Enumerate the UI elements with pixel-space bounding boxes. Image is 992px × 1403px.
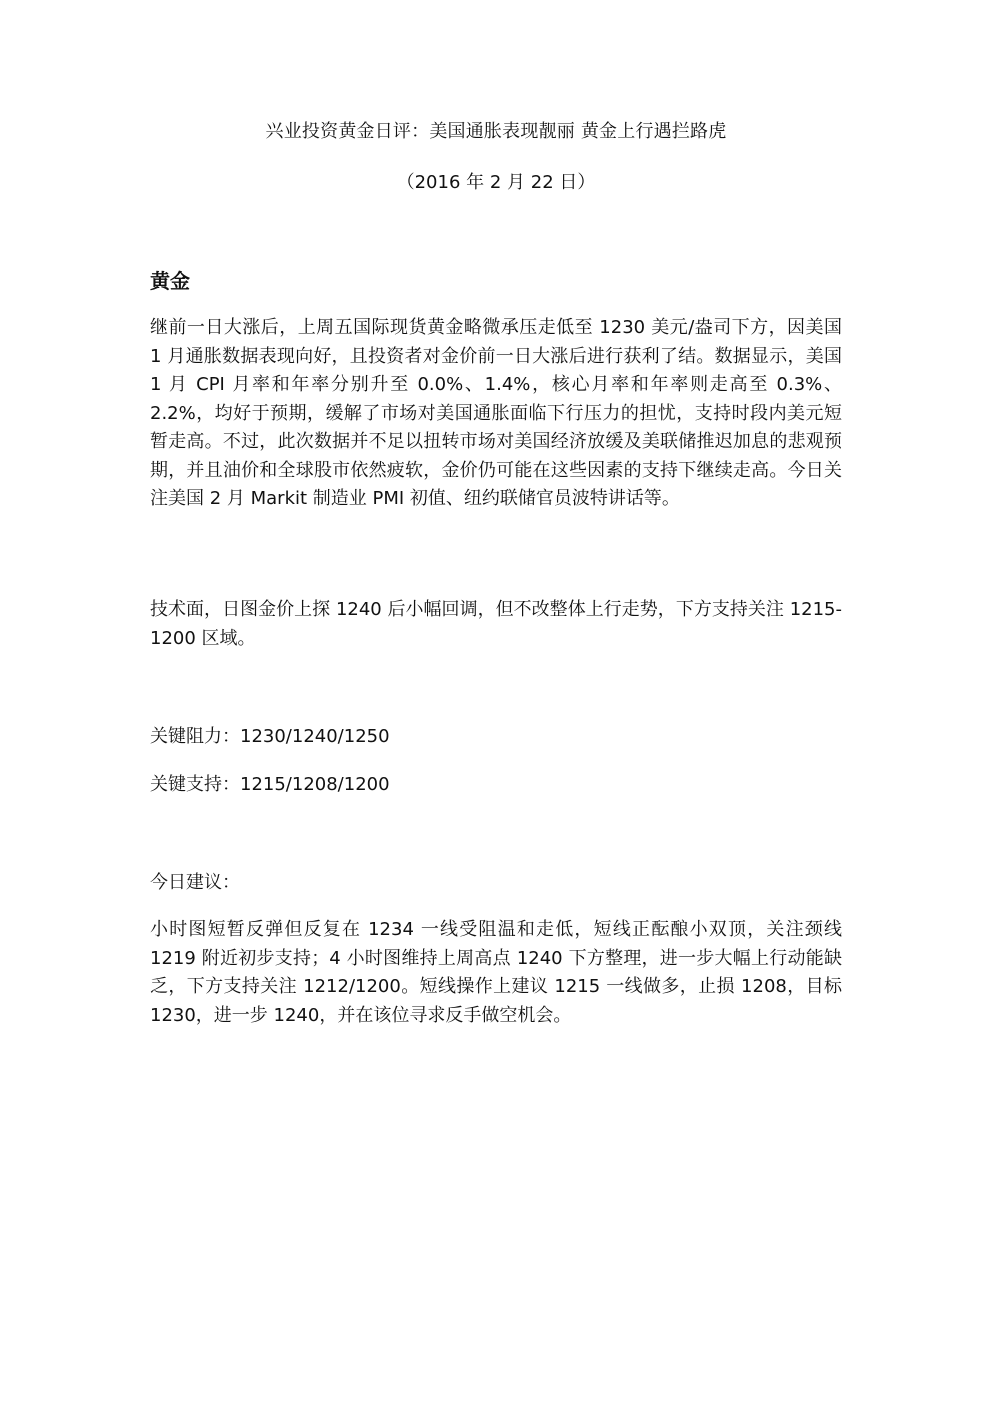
section-heading-gold: 黄金	[150, 269, 190, 293]
key-resistance-levels: 关键阻力：1230/1240/1250	[150, 726, 390, 747]
paragraph-fundamental-analysis: 继前一日大涨后，上周五国际现货黄金略微承压走低至 1230 美元/盎司下方，因美国 1 月通胀数据表现向好，且投资者对金价前一日大涨后进行获利了结。数据显示，美国 1 月 CPI 月率和年率分别升至 0.0%、1.4%，核心月率和年率则走高至 0.3%、2.2%，均好于预期，缓解了市场对美国通胀面临下行压力的担忧，支持时段内美元短暂走高。不过，此次数据并不足以扭转市场对美国经济放缓及美联储推迟加息的悲观预期，并且油价和全球股市依然疲软，金价仍可能在这些因素的支持下继续走高。今日关注美国 2 月 Markit 制造业 PMI 初值、纽约联储官员波特讲话等。	[150, 317, 842, 509]
key-support-levels: 关键支持：1215/1208/1200	[150, 774, 390, 795]
advice-label: 今日建议：	[150, 872, 240, 893]
document-title: 兴业投资黄金日评：美国通胀表现靓丽 黄金上行遇拦路虎	[265, 121, 727, 142]
paragraph-trading-advice: 小时图短暂反弹但反复在 1234 一线受阻温和走低，短线正酝酿小双顶，关注颈线 1219 附近初步支持；4 小时图维持上周高点 1240 下方整理，进一步大幅上行动能缺乏，下方支持关注 1212/1200。短线操作上建议 1215 一线做多，止损 1208，目标 1230，进一步 1240，并在该位寻求反手做空机会。	[150, 919, 842, 1026]
paragraph-technical-analysis: 技术面，日图金价上探 1240 后小幅回调，但不改整体上行走势，下方支持关注 1215-1200 区域。	[150, 599, 842, 649]
document-date: （2016 年 2 月 22 日）	[396, 172, 596, 193]
